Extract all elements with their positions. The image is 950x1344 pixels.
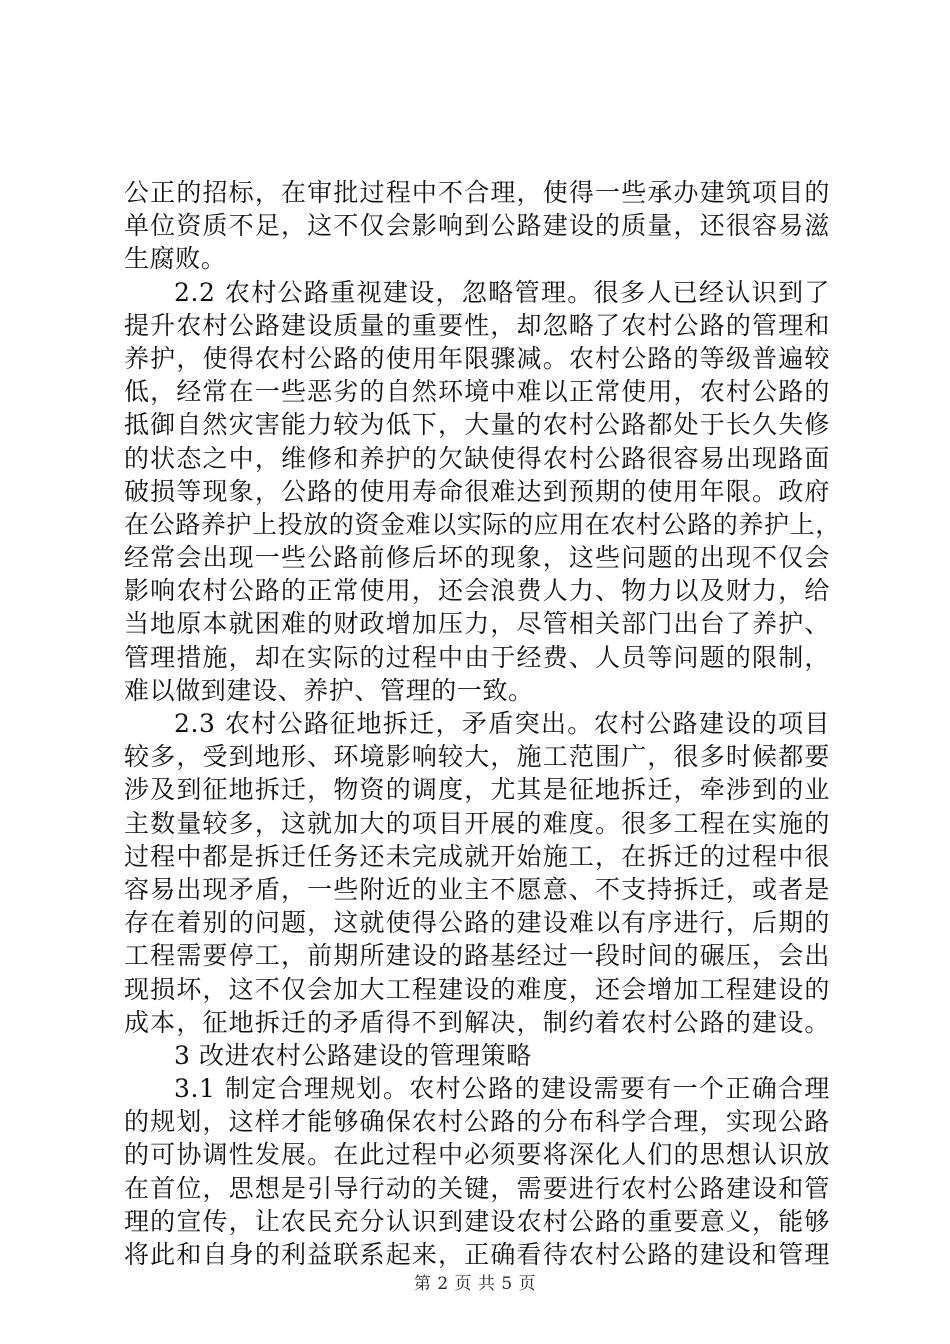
text-line: 生腐败。 [124, 244, 227, 274]
text-line: 破损等现象，公路的使用寿命很难达到预期的使用年限。政府 [124, 476, 830, 506]
text-line: 较多，受到地形、环境影响较大，施工范围广，很多时候都要 [124, 742, 830, 772]
text-line: 影响农村公路的正常使用，还会浪费人力、物力以及财力，给 [124, 576, 830, 606]
text-line: 2.2 农村公路重视建设，忽略管理。很多人已经认识到了 [174, 277, 830, 307]
text-line: 难以做到建设、养护、管理的一致。 [124, 675, 534, 705]
text-line: 抵御自然灾害能力较为低下，大量的农村公路都处于长久失修 [124, 410, 830, 440]
text-line: 经常会出现一些公路前修后坏的现象，这些问题的出现不仅会 [124, 543, 830, 573]
text-line: 在公路养护上投放的资金难以实际的应用在农村公路的养护上， [124, 509, 841, 539]
text-line: 当地原本就困难的财政增加压力，尽管相关部门出台了养护、 [124, 609, 830, 639]
text-line: 主数量较多，这就加大的项目开展的难度。很多工程在实施的 [124, 808, 830, 838]
text-line: 现损坏，这不仅会加大工程建设的难度，还会增加工程建设的 [124, 974, 830, 1004]
text-line: 将此和自身的利益联系起来，正确看待农村公路的建设和管理 [124, 1240, 830, 1269]
text-line: 2.3 农村公路征地拆迁，矛盾突出。农村公路建设的项目 [174, 709, 830, 738]
text-line: 的状态之中，维修和养护的欠缺使得农村公路很容易出现路面 [124, 443, 830, 473]
text-line: 提升农村公路建设质量的重要性，却忽略了农村公路的管理和 [124, 310, 830, 340]
text-line: 3 改进农村公路建设的管理策略 [174, 1040, 532, 1070]
text-line: 养护，使得农村公路的使用年限骤减。农村公路的等级普遍较 [124, 343, 830, 373]
text-line: 低，经常在一些恶劣的自然环境中难以正常使用，农村公路的 [124, 377, 830, 407]
document-body [124, 176, 841, 1271]
text-line: 工程需要停工，前期所建设的路基经过一段时间的碾压，会出 [124, 941, 830, 971]
text-line: 管理措施，却在实际的过程中由于经费、人员等问题的限制， [124, 642, 830, 672]
text-line: 单位资质不足，这不仅会影响到公路建设的质量，还很容易滋 [124, 211, 830, 241]
page-footer: 第 2 页 共 5 页 [413, 1274, 537, 1294]
text-line: 3.1 制定合理规划。农村公路的建设需要有一个正确合理 [174, 1074, 830, 1104]
text-line: 涉及到征地拆迁，物资的调度，尤其是征地拆迁，牵涉到的业 [124, 775, 830, 805]
text-line: 公正的招标，在审批过程中不合理，使得一些承办建筑项目的 [124, 178, 830, 207]
text-line: 过程中都是拆迁任务还未完成就开始施工，在拆迁的过程中很 [124, 841, 830, 871]
text-line: 在首位，思想是引导行动的关键，需要进行农村公路建设和管 [124, 1173, 830, 1203]
text-line: 的规划，这样才能够确保农村公路的分布科学合理，实现公路 [124, 1107, 830, 1137]
text-line: 容易出现矛盾，一些附近的业主不愿意、不支持拆迁，或者是 [124, 874, 830, 904]
text-line: 理的宣传，让农民充分认识到建设农村公路的重要意义，能够 [124, 1206, 830, 1236]
text-line: 成本，征地拆迁的矛盾得不到解决，制约着农村公路的建设。 [124, 1007, 830, 1037]
text-line: 存在着别的问题，这就使得公路的建设难以有序进行，后期的 [124, 908, 830, 938]
text-line: 的可协调性发展。在此过程中必须要将深化人们的思想认识放 [124, 1140, 830, 1170]
